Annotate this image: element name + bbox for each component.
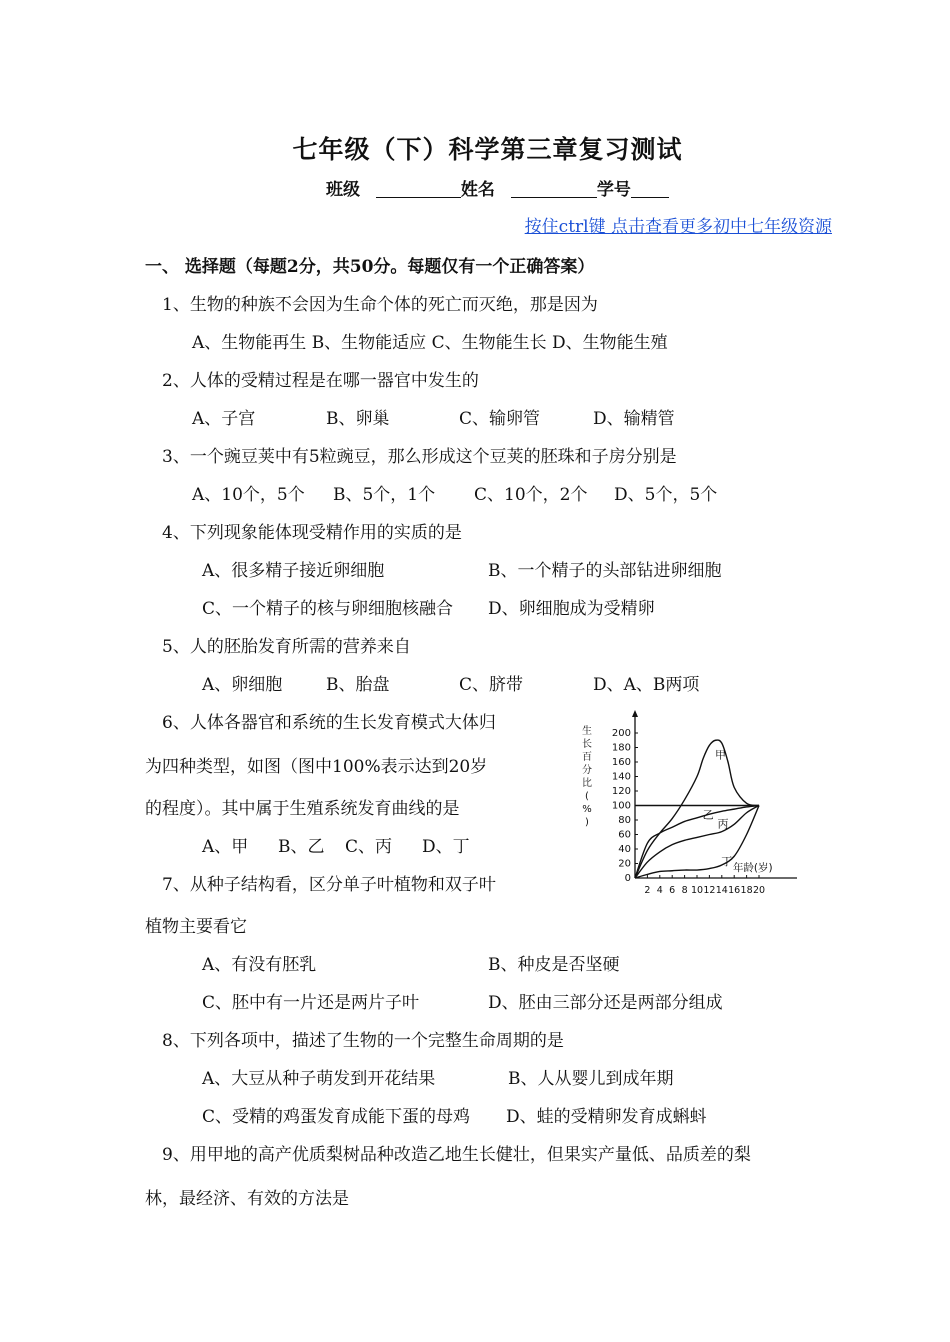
- option-d[interactable]: D、丁: [422, 837, 470, 857]
- y-tick-label: 120: [611, 786, 631, 797]
- question-1-options: [192, 328, 668, 353]
- x-tick-label: 4: [656, 885, 663, 896]
- series-label: 乙: [702, 808, 714, 822]
- y-tick-label: 60: [618, 829, 631, 841]
- option-c[interactable]: C、10个，2个: [474, 485, 588, 505]
- name-label: 姓名: [460, 180, 495, 200]
- y-tick-label: 200: [611, 728, 631, 739]
- x-tick-label: 12: [703, 885, 716, 896]
- x-tick-label: 2: [644, 885, 651, 896]
- y-tick-label: 180: [611, 742, 631, 754]
- y-axis-label: 生长百分比( % ): [582, 726, 592, 828]
- option-b[interactable]: B、种皮是否坚硬: [488, 955, 620, 975]
- name-blank[interactable]: [511, 179, 597, 198]
- question-6-line-1: 6、人体各器官和系统的生长发育模式大体归: [162, 713, 496, 733]
- option-a[interactable]: A、子宫: [192, 409, 256, 429]
- question-7-line-2: 植物主要看它: [145, 917, 247, 937]
- option-b[interactable]: B、人从婴儿到成年期: [508, 1069, 674, 1089]
- question-8: 8、下列各项中，描述了生物的一个完整生命周期的是: [162, 1031, 564, 1051]
- option-d[interactable]: D、卵细胞成为受精卵: [488, 599, 655, 619]
- growth-chart: [575, 708, 815, 900]
- question-2: 2、人体的受精过程是在哪一器官中发生的: [162, 371, 479, 391]
- option-b[interactable]: B、胎盘: [326, 675, 390, 695]
- resource-link[interactable]: 按住ctrl键 点击查看更多初中七年级资源: [524, 217, 832, 237]
- x-tick-label: 10: [690, 885, 704, 896]
- class-blank[interactable]: [376, 179, 461, 198]
- option-c[interactable]: C、胚中有一片还是两片子叶: [202, 993, 420, 1013]
- x-tick-label: 6: [669, 885, 676, 896]
- question-3: 3、一个豌豆荚中有5粒豌豆，那么形成这个豆荚的胚珠和子房分别是: [162, 447, 677, 467]
- question-7-line-1: 7、从种子结构看，区分单子叶植物和双子叶: [162, 875, 496, 895]
- option-c[interactable]: C、脐带: [459, 675, 524, 695]
- y-axis-arrow: [632, 710, 638, 717]
- question-6-line-3: 的程度）。其中属于生殖系统发育曲线的是: [145, 799, 460, 819]
- y-tick-label: 100: [611, 800, 631, 812]
- option-b[interactable]: B、卵巢: [326, 409, 390, 429]
- option-b[interactable]: B、5个，1个: [333, 485, 436, 505]
- x-tick-label: 8: [681, 885, 688, 896]
- x-tick-label: 16: [728, 885, 741, 896]
- option-c[interactable]: C、输卵管: [459, 409, 541, 429]
- section-heading: 一、 选择题（每题2分，共50分。每题仅有一个正确答案）: [145, 257, 595, 277]
- x-tick-label: 20: [752, 885, 766, 896]
- option-d[interactable]: D、生物能生殖: [552, 333, 668, 353]
- option-b[interactable]: B、生物能适应: [311, 333, 427, 353]
- option-c[interactable]: C、生物能生长: [431, 333, 547, 353]
- question-6-line-2: 为四种类型，如图（图中100%表示达到20岁: [145, 757, 488, 777]
- question-9-line-2: 林，最经济、有效的方法是: [145, 1189, 349, 1209]
- option-a[interactable]: A、甲: [202, 837, 249, 857]
- option-a[interactable]: A、有没有胚乳: [202, 955, 317, 975]
- x-axis-label: 年龄(岁): [732, 862, 773, 874]
- student-info-line: [326, 175, 669, 200]
- question-1: 1、生物的种族不会因为生命个体的死亡而灭绝，那是因为: [162, 295, 598, 315]
- option-a[interactable]: A、很多精子接近卵细胞: [202, 561, 385, 581]
- y-tick-label: 80: [618, 815, 631, 826]
- option-a[interactable]: A、10个，5个: [192, 485, 305, 505]
- x-tick-label: 18: [740, 885, 753, 896]
- y-tick-label: 20: [618, 858, 631, 870]
- option-a[interactable]: A、生物能再生: [192, 333, 307, 353]
- option-d[interactable]: D、A、B两项: [593, 675, 700, 695]
- option-d[interactable]: D、胚由三部分还是两部分组成: [488, 993, 723, 1013]
- option-b[interactable]: B、乙: [278, 837, 325, 857]
- option-a[interactable]: A、卵细胞: [202, 675, 283, 695]
- y-tick-label: 160: [611, 757, 631, 768]
- question-4: 4、下列现象能体现受精作用的实质的是: [162, 523, 462, 543]
- question-5: 5、人的胚胎发育所需的营养来自: [162, 637, 411, 657]
- page-title: 七年级（下）科学第三章复习测试: [292, 135, 683, 164]
- option-d[interactable]: D、5个，5个: [614, 485, 718, 505]
- series-label: 丙: [717, 817, 729, 831]
- option-d[interactable]: D、输精管: [593, 409, 675, 429]
- number-blank[interactable]: [631, 179, 669, 198]
- option-d[interactable]: D、蛙的受精卵发育成蝌蚪: [506, 1107, 707, 1127]
- series-label: 丁: [721, 854, 733, 868]
- y-tick-label: 0: [624, 873, 631, 884]
- question-9-line-1: 9、用甲地的高产优质梨树品种改造乙地生长健壮，但果实产量低、品质差的梨: [162, 1145, 751, 1165]
- option-c[interactable]: C、丙: [345, 837, 393, 857]
- class-label: 班级: [326, 180, 360, 200]
- number-label: 学号: [596, 180, 631, 200]
- option-c[interactable]: C、一个精子的核与卵细胞核融合: [202, 599, 454, 619]
- option-c[interactable]: C、受精的鸡蛋发育成能下蛋的母鸡: [202, 1107, 471, 1127]
- y-tick-label: 140: [611, 771, 631, 783]
- y-tick-label: 40: [618, 844, 631, 855]
- option-b[interactable]: B、一个精子的头部钻进卵细胞: [488, 561, 722, 581]
- option-a[interactable]: A、大豆从种子萌发到开花结果: [202, 1069, 436, 1089]
- x-tick-label: 14: [715, 885, 728, 896]
- series-label: 甲: [715, 748, 727, 762]
